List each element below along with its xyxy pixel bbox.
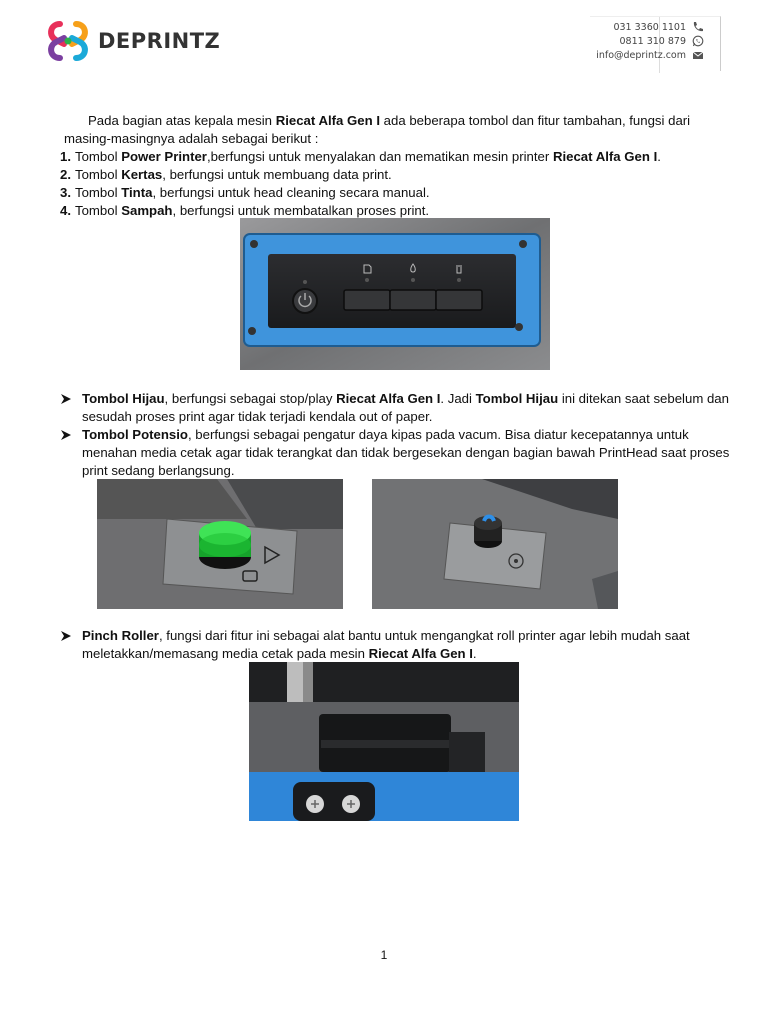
green-button-photo	[97, 479, 343, 609]
phone-row-2	[620, 35, 704, 47]
mail-icon	[692, 49, 704, 61]
intro-paragraph: Pada bagian atas kepala mesin Riecat Alfa Gen I ada beberapa tombol dan fitur tambahan, fungsi dari masing-masingnya adalah sebagai berikut :	[64, 113, 691, 146]
brand-logo	[46, 20, 220, 62]
bullet-tombol-hijau: Tombol Hijau, berfungsi sebagai stop/play Riecat Alfa Gen I. Jadi Tombol Hijau ini ditekan saat sebelum dan sesudah proses print agar tidak terjadi kendala out of paper.	[60, 390, 732, 426]
deprintz-logo-icon	[46, 20, 90, 62]
page-number: 1	[380, 948, 388, 962]
control-panel-photo	[240, 218, 550, 370]
arrow-bullet-icon	[60, 393, 72, 405]
whatsapp-icon	[692, 35, 704, 47]
bullets-section-1	[60, 390, 732, 480]
arrow-bullet-icon	[60, 630, 72, 642]
control-panel-illustration	[240, 218, 550, 370]
feature-list	[60, 148, 732, 220]
email-row	[596, 49, 704, 61]
list-item: 3. Tombol Tinta, berfungsi untuk head cleaning secara manual.	[60, 185, 430, 200]
brand-name: DEPRINTZ	[98, 29, 221, 53]
list-item: 4. Tombol Sampah, berfungsi untuk membatalkan proses print.	[60, 203, 430, 218]
bullets-section-2	[60, 627, 732, 663]
arrow-bullet-icon	[60, 429, 72, 441]
pinch-roller-illustration	[249, 662, 519, 821]
phone-row-1	[613, 21, 704, 33]
phone-2: 0811 310 879	[619, 35, 686, 47]
list-item: 1. Tombol Power Printer,berfungsi untuk menyalakan dan mematikan mesin printer Riecat Alfa Gen I.	[60, 149, 661, 164]
phone-icon	[692, 21, 704, 33]
green-button-illustration	[97, 479, 343, 609]
bullet-pinch-roller: Pinch Roller, fungsi dari fitur ini sebagai alat bantu untuk mengangkat roll printer agar lebih mudah saat meletakkan/memasang media cetak pada mesin Riecat Alfa Gen I.	[60, 627, 732, 663]
potensio-knob-illustration	[372, 479, 618, 609]
contact-block	[590, 16, 721, 71]
pinch-roller-photo	[249, 662, 519, 821]
potensio-knob-photo	[372, 479, 618, 609]
phone-1: 031 3360 1101	[613, 21, 686, 33]
bullet-tombol-potensio: Tombol Potensio, berfungsi sebagai pengatur daya kipas pada vacum. Bisa diatur kecepatannya untuk menahan media cetak agar tidak terangkat dan tidak bergesekan dengan bagian bawah PrintHead saat proses print sedang berlangsung.	[60, 426, 732, 480]
email: info@deprintz.com	[596, 49, 686, 61]
list-item: 2. Tombol Kertas, berfungsi untuk membuang data print.	[60, 167, 392, 182]
intro-section	[60, 112, 732, 220]
